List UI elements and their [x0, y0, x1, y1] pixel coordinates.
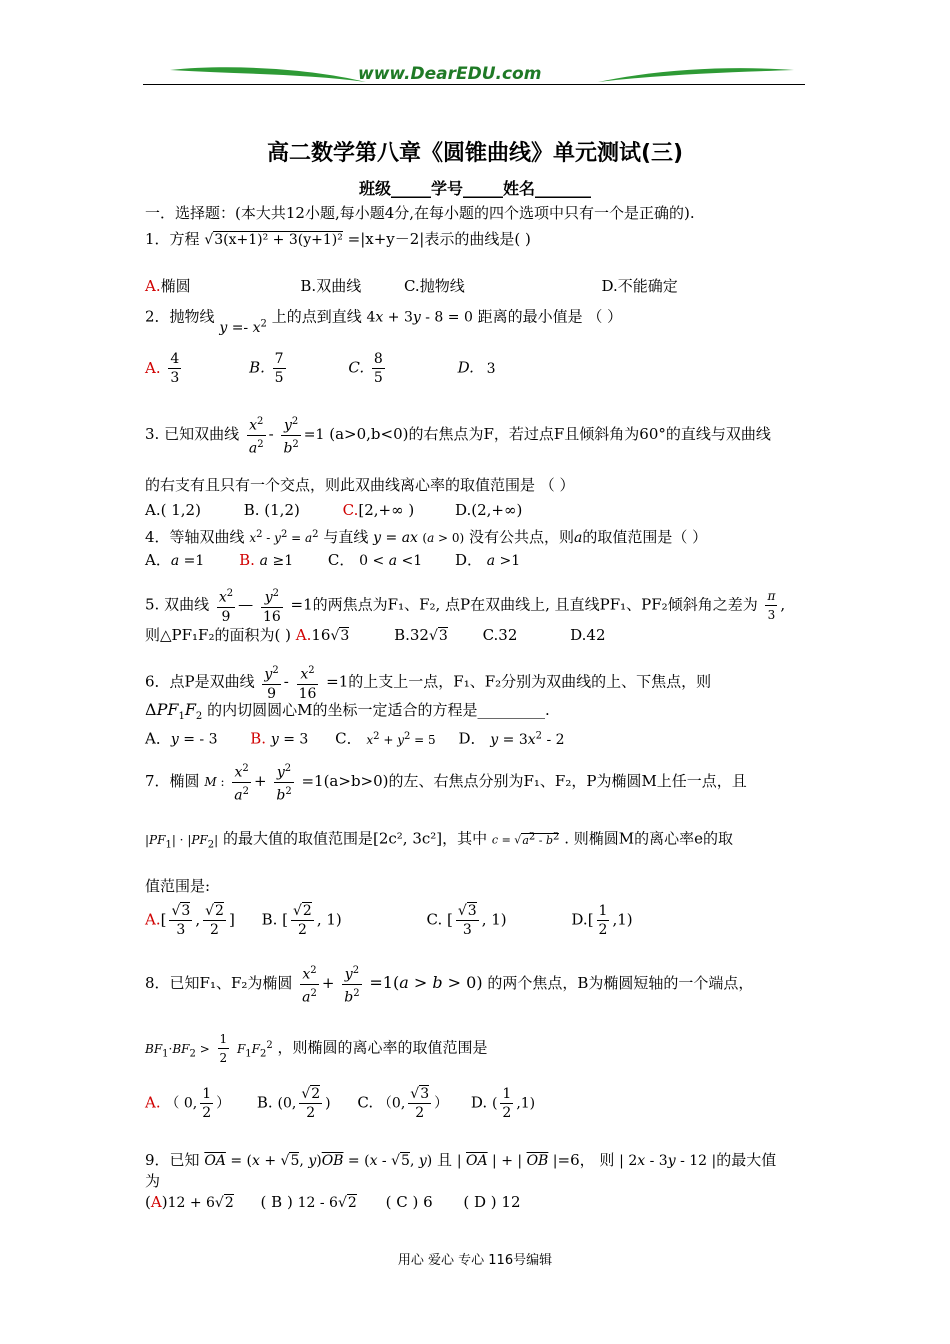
header-logo: www.DearEDU.com [358, 64, 542, 84]
header-rule [143, 84, 805, 85]
q6-stem: 6．点P是双曲线 $\frac{y^2}{9}$ - $\frac{x^2}{16}$ =1的上支上一点，F₁、F₂分别为双曲线的上、下焦点，则 [145, 662, 711, 703]
header-swoosh-right [596, 62, 796, 86]
q3-options: A.( 1,2) B. (1,2) C.[2,+∞ ) D.(2,+∞) [145, 501, 523, 519]
q2-stem: 2．抛物线 $y =- x^2$ 上的点到直线 4x + 3y - 8 = 0 距离的最小值是 （ ） [145, 307, 623, 336]
q1-options: A.椭圆 B.双曲线 C.抛物线 D.不能确定 [145, 277, 678, 295]
section-intro: 一．选择题：(本大共12小题,每小题4分,在每小题的四个选项中只有一个是正确的). [145, 204, 695, 222]
q9-stem-cont: 为 [145, 1172, 161, 1190]
q7-stem-cont: $|PF_1| \cdot |PF_2|$ 的最大值的取值范围是[2c², 3c²]，其中 $c = √a^2 - b^2$ . 则椭圆M的离心率e的取 [145, 829, 733, 851]
q7-stem-cont2: 值范围是: [145, 877, 211, 895]
q5-stem: 5. 双曲线 $\frac{x^2}{9}$ — $\frac{y^2}{16}$ =1的两焦点为F₁、F₂, 点P在双曲线上, 且直线PF₁、PF₂倾斜角之差为 $\frac{\pi}{3}$ , [145, 585, 785, 626]
q4-stem: 4．等轴双曲线 $x^2 - y^2 = a^2$ 与直线 y = ax (a > 0) 没有公共点，则a的取值范围是（ ） [145, 528, 708, 546]
q4-options: A．a =1 B. a ≥1 C． 0 < a <1 D． a >1 [145, 551, 521, 569]
q2-options: A. $\frac{4}{3}$ B. $\frac{7}{5}$ C. $\frac{8}{5}$ D. 3 [145, 351, 496, 386]
page-title: 高二数学第八章《圆锥曲线》单元测试(三) [266, 141, 684, 166]
q8-options: A. （ 0, $\frac{1}{2}$ ） B. (0, $\frac{√2}{2}$ ) C. （0, $\frac{√3}{2}$ ） D. ( $\frac{1}{2}$ ,1) [145, 1086, 536, 1121]
q7-stem: 7．椭圆 M : $\frac{x^2}{a^2}$ + $\frac{y^2}{b^2}$ =1(a>b>0)的左、右焦点分别为F₁、F₂，P为椭圆M上任一点，且 [145, 760, 747, 804]
q1-stem: 1．方程 √3(x+1)² + 3(y+1)² =|x+y－2|表示的曲线是( ) [145, 230, 531, 248]
q7-options: A.[ $\frac{√3}{3}$ , $\frac{√2}{2}$ ] B. [ $\frac{√2}{2}$ , 1) C. [ $\frac{√3}{3}$ , 1) D.[ $\frac{1}{2}$ ,1) [145, 903, 633, 938]
q8-stem: 8．已知F₁、F₂为椭圆 $\frac{x^2}{a^2}$ + $\frac{y^2}{b^2}$ =1(a > b > 0) 的两个焦点，B为椭圆短轴的一个端点， [145, 962, 753, 1006]
student-info-line: 班级_____学号_____姓名_______ [358, 179, 591, 198]
header-swoosh-left [168, 62, 368, 86]
q3-stem: 3. 已知双曲线 $\frac{x^2}{a^2}$ - $\frac{y^2}{b^2}$ =1 (a>0,b<0)的右焦点为F，若过点F且倾斜角为60°的直线与双曲线 [145, 413, 771, 457]
q6-stem-cont: $\Delta PF_1F_2$ 的内切圆圆心M的坐标一定适合的方程是_________. [145, 700, 550, 723]
q6-options: A．y = - 3 B. y = 3 C． $x^2 + y^2 = 5$ D． $y = 3x^2 - 2$ [145, 729, 565, 748]
page-footer: 用心 爱心 专心 116号编辑 [397, 1253, 553, 1268]
q3-stem-cont: 的右支有且只有一个交点，则此双曲线离心率的取值范围是 （ ） [145, 476, 575, 494]
q9-stem: 9．已知 $\overline{OA} = (x + √5$, $y)\overline{OB} = (x - √5$, y) 且 | $\overline{OA}$ | + | $\overline{OB}$ |=6， 则 | 2x - 3y - 12 |的最大值 [145, 1151, 777, 1169]
q5-stem-cont: 则△PF₁F₂的面积为( ) A.16√3 B.32√3 C.32 D.42 [145, 626, 606, 644]
q8-stem-cont: $BF_1\cdot BF_2$ > $\frac{1}{2}$ $F_1F_2^2$ ，则椭圆的离心率的取值范围是 [145, 1032, 488, 1065]
q9-options: (A)12 + 6√2 ( B ) 12 - 6√2 ( C ) 6 ( D ) 12 [145, 1193, 521, 1211]
